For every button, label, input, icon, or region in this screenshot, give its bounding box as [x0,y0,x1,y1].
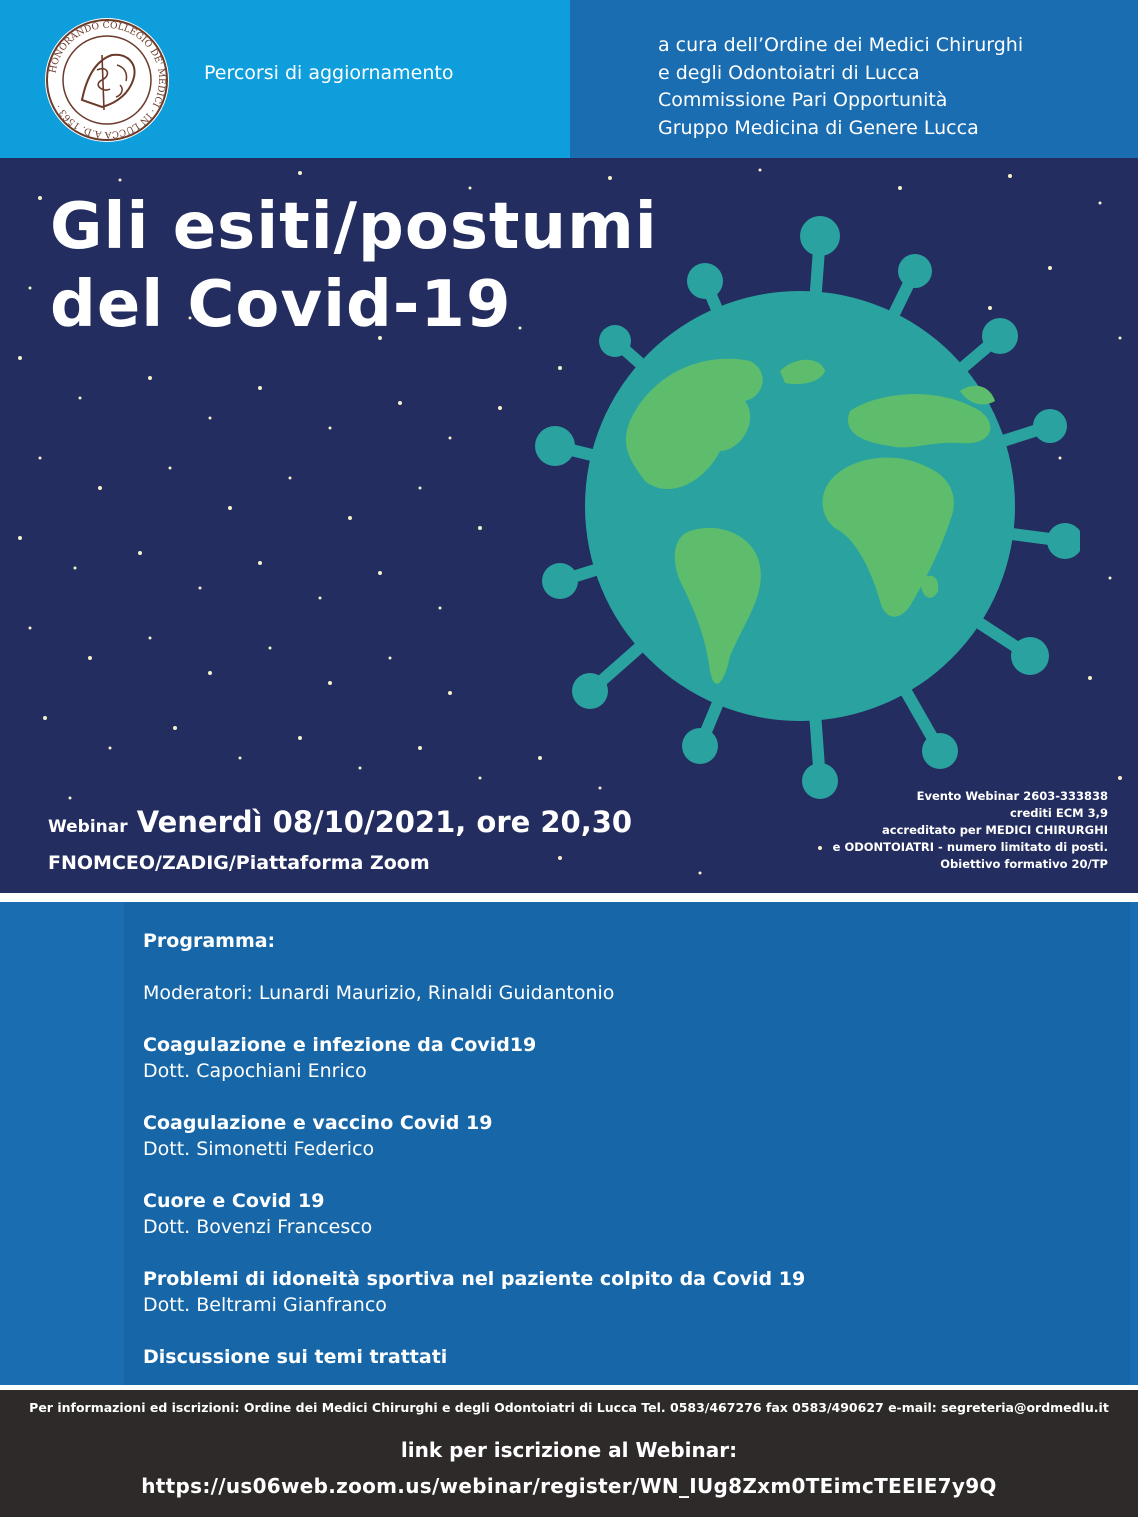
closing-item: Discussione sui temi trattati [143,1346,448,1368]
date-time: Venerdì 08/10/2021, ore 20,30 [136,805,633,839]
organizer-line: e degli Odontoiatri di Lucca [658,61,920,84]
program-item [143,1110,805,1162]
talk-speaker: Dott. Beltrami Gianfranco [143,1294,387,1316]
talk-title: Coagulazione e infezione da Covid19 [143,1034,537,1056]
contact-info: Per informazioni ed iscrizioni: Ordine dei Medici Chirurghi e degli Odontoiatri di Lucca Tel. 0583/467276 fax 0583/490627 e-mail: segreteria@ordmedlu.it [29,1400,1109,1415]
event-title [50,188,658,344]
hero-banner [0,158,1138,893]
ecm-info [833,788,1108,873]
organizer-line: a cura dell’Ordine dei Medici Chirurghi [658,34,1024,56]
webinar-label: Webinar [48,817,128,837]
talk-speaker: Dott. Capochiani Enrico [143,1060,367,1082]
divider [0,893,1138,902]
talk-speaker: Dott. Simonetti Federico [143,1138,375,1160]
registration-label: link per iscrizione al Webinar: [400,1438,738,1462]
platform-text: FNOMCEO/ZADIG/Piattaforma Zoom [48,852,430,874]
organizer-line: Commissione Pari Opportunità [658,89,948,111]
program-item [143,1032,805,1084]
program-heading: Programma: [143,930,276,952]
svg-text:HONORANDO COLLEGIO DE' MEDICI: HONORANDO COLLEGIO DE' MEDICI · IN LUCCA A.D. 1563 · [47,19,168,141]
title-line-2: del Covid-19 [50,268,512,342]
ecm-line: e ODONTOIATRI - numero limitato di posti. [832,840,1108,854]
program-item [143,1266,805,1318]
event-datetime [48,805,632,839]
ecm-line: Obiettivo formativo 20/TP [940,857,1108,871]
header-subtitle: Percorsi di aggiornamento [204,62,454,84]
talk-title: Problemi di idoneità sportiva nel paziente colpito da Covid 19 [143,1268,806,1290]
registration-link[interactable]: https://us06web.zoom.us/webinar/register/WN_IUg8Zxm0TEimcTEEIE7y9Q [141,1474,997,1498]
organizer-line: Gruppo Medicina di Genere Lucca [658,116,979,139]
talk-title: Cuore e Covid 19 [143,1190,325,1212]
footer [0,1390,1138,1517]
program-item [143,1188,805,1240]
program-list [143,928,805,1370]
ecm-line: accreditato per MEDICI CHIRURGHI [882,823,1108,837]
talk-title: Coagulazione e vaccino Covid 19 [143,1112,493,1134]
talk-speaker: Dott. Bovenzi Francesco [143,1216,373,1238]
ecm-line: crediti ECM 3,9 [1009,806,1108,820]
organizers-block [658,32,1023,142]
college-seal-logo [42,15,172,145]
moderators: Moderatori: Lunardi Maurizio, Rinaldi Guidantonio [143,982,615,1004]
ecm-line: Evento Webinar 2603-333838 [916,789,1108,803]
title-line-1: Gli esiti/postumi [50,190,658,264]
